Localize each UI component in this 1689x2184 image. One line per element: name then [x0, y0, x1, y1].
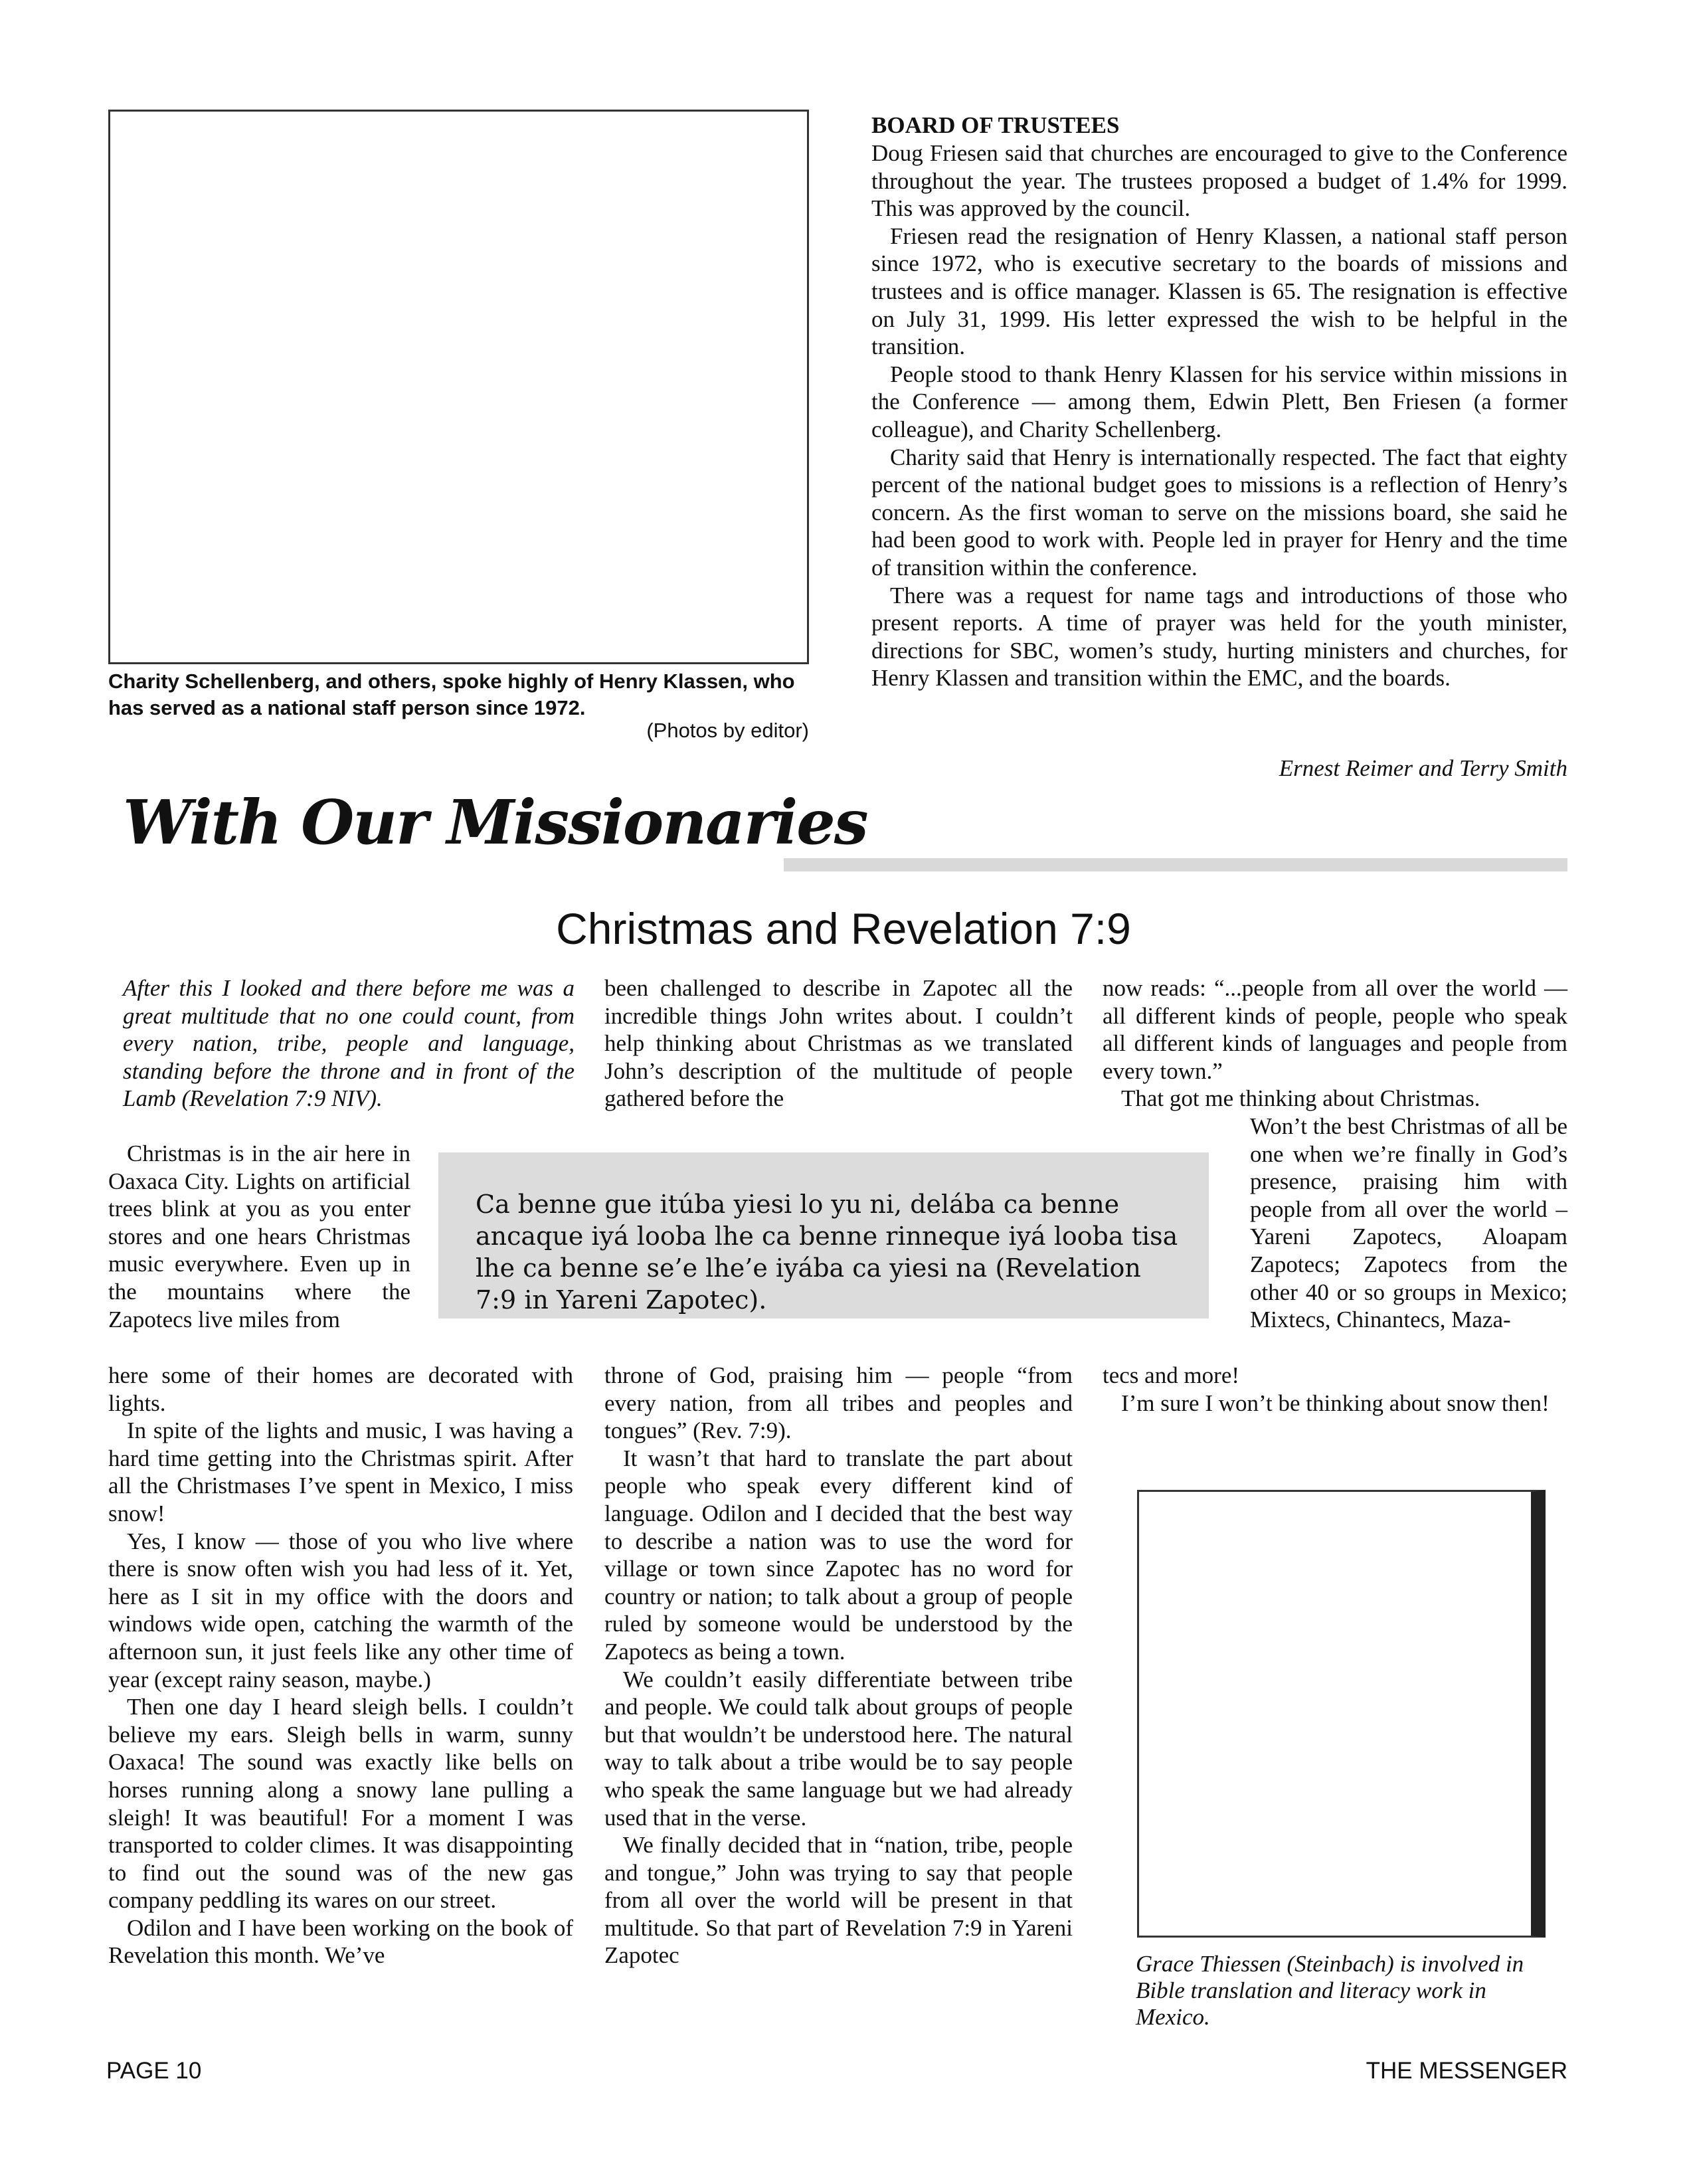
epigraph: After this I looked and there before me was a great multitude that no one could count, from every nation, tribe, people and language, standing before the throne and in front of the Lamb (Revelation 7:9 NIV).: [123, 975, 575, 1112]
col1-intro: Christmas is in the air here in Oaxaca City. Lights on artificial trees blink at you as you enter stores and one hears Christmas music everywhere. Even up in the mountains where the Zapotecs live miles from: [108, 1140, 410, 1332]
col2-paragraph: We finally decided that in “nation, tribe, people and tongue,” John was trying to say that people from all over the world will be present in that multitude. So that part of Revelation 7:9 in Yareni Zapotec: [604, 1832, 1073, 1969]
col2-column: [604, 1362, 1073, 1969]
col1-short-paragraph: [108, 1140, 410, 1333]
col1-paragraph: Yes, I know — those of you who live where there is snow often wish you had less of it. Yet, here as I sit in my office with the doors and windows wide open, catching the warmth of the afternoon sun, it just feels like any other time of year (except rainy season, maybe.): [108, 1528, 573, 1692]
col3-bottom: [1103, 1362, 1567, 1417]
board-heading: BOARD OF TRUSTEES: [871, 112, 1120, 138]
photo-credit: (Photos by editor): [646, 719, 809, 742]
board-signature: Ernest Reimer and Terry Smith: [1279, 755, 1567, 781]
col2-top-paragraph: been challenged to describe in Zapotec all the incredible things John writes about. I couldn’t help thinking about Christmas as we translated John’s description of the multitude of people gathered before the: [604, 975, 1073, 1112]
col2-paragraph: throne of God, praising him — people “from every nation, from all tribes and peoples and tongues” (Rev. 7:9).: [604, 1362, 1073, 1444]
page-number: PAGE 10: [106, 2058, 202, 2084]
callout-text: Ca benne gue itúba yiesi lo yu ni, delába ca benne ancaque iyá looba lhe ca benne rinneque iyá looba tisa lhe ca benne se’e lhe’e iyába ca yiesi na (Revelation 7:9 in Yareni Zapotec).: [476, 1190, 1178, 1315]
top-photo: [108, 110, 809, 664]
section-rule: [784, 858, 1567, 871]
bio-photo: [1137, 1490, 1546, 1938]
article-title: Christmas and Revelation 7:9: [556, 904, 1131, 953]
zapotec-callout: [438, 1152, 1209, 1319]
board-of-trustees-column: [871, 112, 1567, 692]
col1-paragraph: here some of their homes are decorated with lights.: [108, 1362, 573, 1416]
section-title: With Our Missionaries: [123, 786, 867, 858]
col1-column: [108, 1362, 573, 1969]
board-paragraph: People stood to thank Henry Klassen for his service within missions in the Conference — among them, Edwin Plett, Ben Friesen (a former colleague), and Charity Schellenberg.: [871, 361, 1567, 442]
col3-paragraph: That got me thinking about Christmas.: [1121, 1085, 1480, 1112]
col1-paragraph: In spite of the lights and music, I was having a hard time getting into the Christmas spirit. After all the Christmases I’ve spent in Mexico, I miss snow!: [108, 1417, 573, 1526]
board-paragraph: Friesen read the resignation of Henry Klassen, a national staff person since 1972, who is executive secretary to the boards of missions and trustees and is office manager. Klassen is 65. The resignation is effective on July 31, 1999. His letter expressed the wish to be helpful in the transition.: [871, 223, 1567, 360]
publication-name: THE MESSENGER: [1366, 2058, 1567, 2084]
board-paragraph: There was a request for name tags and introductions of those who present reports. A time of prayer was held for the youth minister, directions for SBC, women’s study, hurting ministers and churches, for Henry Klassen and transition within the EMC, and the boards.: [871, 582, 1567, 691]
col2-paragraph: It wasn’t that hard to translate the part about people who speak every different kind of language. Odilon and I decided that the best way to describe a nation was to use the word for village or town since Zapotec has no word for country or nation; to talk about a group of people ruled by someone would be understood by the Zapotecs as being a town.: [604, 1445, 1073, 1665]
col2-paragraph: We couldn’t easily differentiate between tribe and people. We could talk about groups of people but that wouldn’t be understood here. The natural way to talk about a tribe would be to say people who speak the same language but we had already used that in the verse.: [604, 1666, 1073, 1831]
col3-paragraph: I’m sure I won’t be thinking about snow then!: [1121, 1390, 1550, 1416]
col3-short: [1250, 1113, 1567, 1334]
col1-paragraph: Odilon and I have been working on the book of Revelation this month. We’ve: [108, 1914, 573, 1969]
col3-top-paragraph: now reads: “...people from all over the world — all different kinds of people, people who speak all different kinds of languages and people from every town.”: [1103, 975, 1567, 1084]
board-paragraph: Doug Friesen said that churches are encouraged to give to the Conference throughout the year. The trustees proposed a budget of 1.4% for 1999. This was approved by the council.: [871, 140, 1567, 222]
bio-caption: Grace Thiessen (Steinbach) is involved in Bible translation and literacy work in Mexico.: [1136, 1951, 1524, 2030]
board-paragraph: Charity said that Henry is internationally respected. The fact that eighty percent of the national budget goes to missions is a reflection of Henry’s concern. As the first woman to serve on the missions board, she said he had been good to work with. People led in prayer for Henry and the time of transition within the conference.: [871, 444, 1567, 581]
col1-paragraph: Then one day I heard sleigh bells. I couldn’t believe my ears. Sleigh bells in warm, sunny Oaxaca! The sound was exactly like bells on horses running along a snowy lane pulling a sleigh! It was beautiful! For a moment I was transported to colder climes. It was disappointing to find out the sound was of the new gas company peddling its wares on our street.: [108, 1694, 573, 1914]
col3-short-paragraph: Won’t the best Christmas of all be one when we’re finally in God’s presence, praising him with people from all over the world – Yareni Zapotecs, Aloapam Zapotecs; Zapotecs from the other 40 or so groups in Mexico; Mixtecs, Chinantecs, Maza-: [1250, 1113, 1567, 1333]
col2-top: [604, 974, 1073, 1113]
col3-top: [1103, 974, 1567, 1113]
top-photo-caption: Charity Schellenberg, and others, spoke highly of Henry Klassen, who has served as a national staff person since 1972.: [108, 670, 795, 719]
col3-paragraph: tecs and more!: [1103, 1362, 1240, 1388]
